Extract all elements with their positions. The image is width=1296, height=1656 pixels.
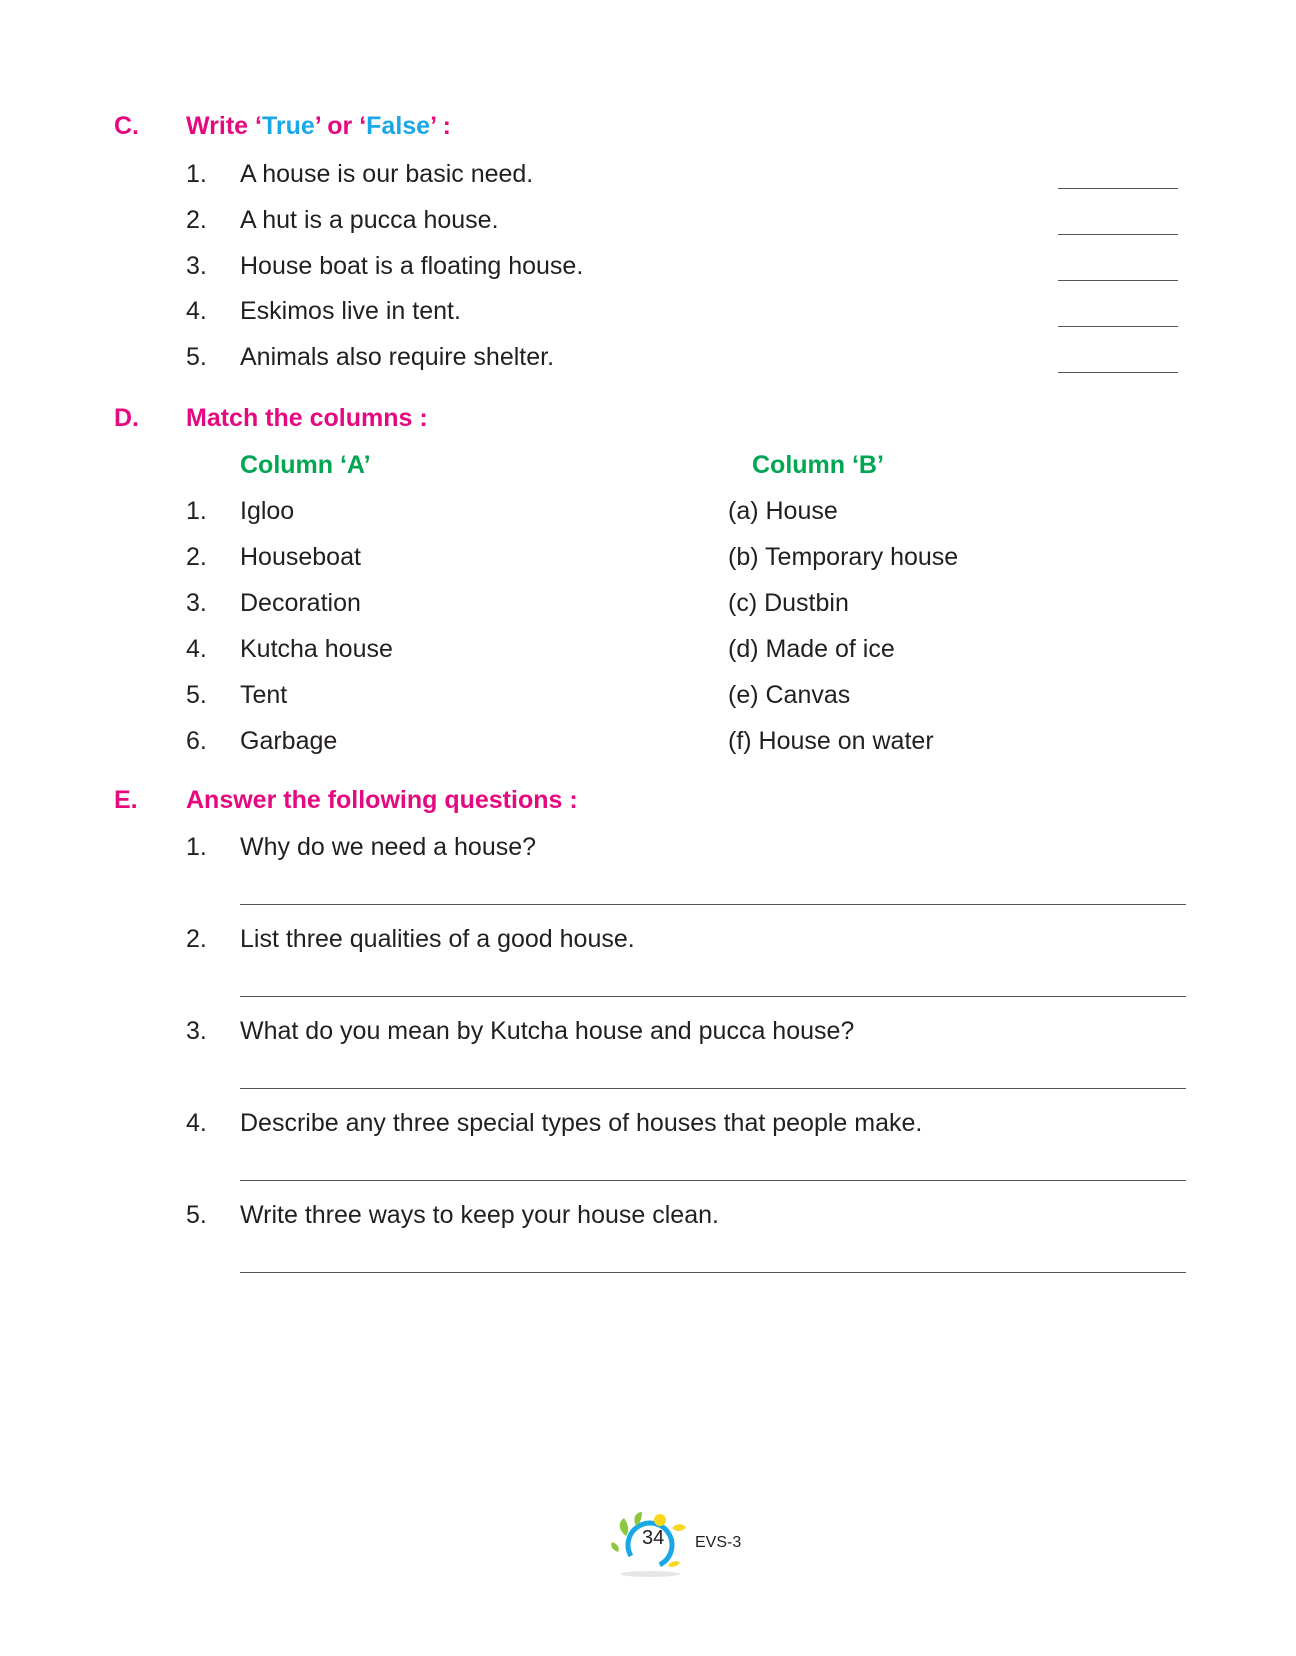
column-a-heading: Column ‘A’ xyxy=(240,451,371,479)
e-q-1-text: Why do we need a house? xyxy=(240,833,537,861)
c-item-5-answer-blank[interactable] xyxy=(1058,372,1178,373)
d-b-c: (c) Dustbin xyxy=(728,589,849,617)
c-item-5-num: 5. xyxy=(186,343,207,371)
d-a-3-num: 3. xyxy=(186,589,207,617)
d-b-e: (e) Canvas xyxy=(728,681,851,709)
section-d-title: Match the columns : xyxy=(186,404,428,432)
c-item-4-num: 4. xyxy=(186,297,207,325)
e-q-5-num: 5. xyxy=(186,1201,207,1229)
title-false: False xyxy=(366,112,431,140)
d-a-5-text: Tent xyxy=(240,681,288,709)
e-q-1-num: 1. xyxy=(186,833,207,861)
section-d-letter: D. xyxy=(114,404,139,432)
section-e-letter: E. xyxy=(114,786,138,814)
e-q-5-text: Write three ways to keep your house clean. xyxy=(240,1201,719,1229)
d-a-6-num: 6. xyxy=(186,727,207,755)
c-item-4-answer-blank[interactable] xyxy=(1058,326,1178,327)
c-item-1-num: 1. xyxy=(186,160,207,188)
d-a-6-text: Garbage xyxy=(240,727,338,755)
c-item-5-text: Animals also require shelter. xyxy=(240,343,555,371)
d-a-1-num: 1. xyxy=(186,497,207,525)
d-a-2-num: 2. xyxy=(186,543,207,571)
e-q-2-answer-line[interactable] xyxy=(240,996,1186,997)
d-a-3-text: Decoration xyxy=(240,589,361,617)
d-a-5-num: 5. xyxy=(186,681,207,709)
d-b-a: (a) House xyxy=(728,497,838,525)
c-item-4-text: Eskimos live in tent. xyxy=(240,297,461,325)
title-post: ’ : xyxy=(430,112,451,140)
c-item-3-answer-blank[interactable] xyxy=(1058,280,1178,281)
c-item-2-text: A hut is a pucca house. xyxy=(240,206,499,234)
c-item-3-text: House boat is a floating house. xyxy=(240,252,584,280)
title-true: True xyxy=(261,112,315,140)
section-e-title: Answer the following questions : xyxy=(186,786,578,814)
d-b-b: (b) Temporary house xyxy=(728,543,959,571)
section-c-letter: C. xyxy=(114,112,139,140)
page-number: 34 xyxy=(642,1527,665,1549)
c-item-3-num: 3. xyxy=(186,252,207,280)
d-a-2-text: Houseboat xyxy=(240,543,361,571)
e-q-3-text: What do you mean by Kutcha house and pucca house? xyxy=(240,1017,855,1045)
e-q-2-num: 2. xyxy=(186,925,207,953)
e-q-1-answer-line[interactable] xyxy=(240,904,1186,905)
e-q-2-text: List three qualities of a good house. xyxy=(240,925,635,953)
e-q-4-answer-line[interactable] xyxy=(240,1180,1186,1181)
d-a-1-text: Igloo xyxy=(240,497,295,525)
c-item-1-answer-blank[interactable] xyxy=(1058,188,1178,189)
d-b-d: (d) Made of ice xyxy=(728,635,895,663)
title-mid: ’ or ‘ xyxy=(314,112,367,140)
c-item-1-text: A house is our basic need. xyxy=(240,160,534,188)
column-b-heading: Column ‘B’ xyxy=(752,451,884,479)
e-q-3-answer-line[interactable] xyxy=(240,1088,1186,1089)
e-q-4-num: 4. xyxy=(186,1109,207,1137)
e-q-3-num: 3. xyxy=(186,1017,207,1045)
c-item-2-answer-blank[interactable] xyxy=(1058,234,1178,235)
d-a-4-text: Kutcha house xyxy=(240,635,393,663)
d-b-f: (f) House on water xyxy=(728,727,934,755)
c-item-2-num: 2. xyxy=(186,206,207,234)
e-q-4-text: Describe any three special types of houses that people make. xyxy=(240,1109,923,1137)
e-q-5-answer-line[interactable] xyxy=(240,1272,1186,1273)
d-a-4-num: 4. xyxy=(186,635,207,663)
book-label: EVS-3 xyxy=(695,1534,742,1551)
section-c-title xyxy=(186,112,451,141)
title-pre: Write ‘ xyxy=(186,112,262,140)
